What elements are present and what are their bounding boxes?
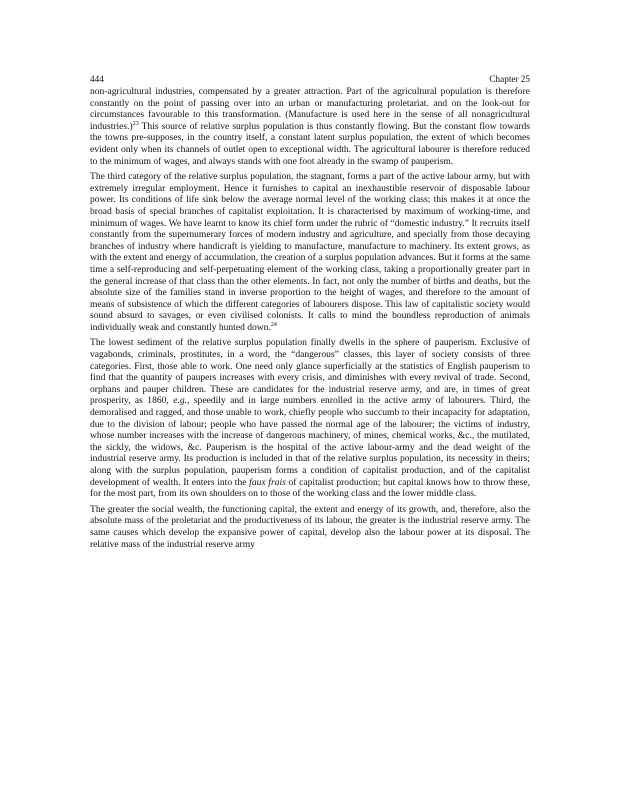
paragraph-text: This source of relative surplus population is thus constantly flowing. But the constant flow towards the towns pre-supposes, in the country itself, a constant latent surplus population, the extent of which becomes evident only when its channels of outlet open to exceptional width. The agricultural labourer is therefore reduced to the minimum of wages, and always stands with one foot already in the swamp of pauperism. (90, 120, 530, 167)
paragraph-text: The lowest sediment of the relative surplus population finally dwells in the sphere of pauperism. Exclusive of vagabonds, criminals, prostitutes, in a word, the “dangerous” classes, this layer of society consists of three categories. First, those able to work. One need only glance superficially at the statistics of English pauperism to find that the quantity of paupers increases with every crisis, and diminishes with every revival of trade. Second, orphans and pauper children. These are candidates for the industrial reserve army, and are, in times of great prosperity, as 1860, (90, 337, 530, 407)
emphasis-text: e.g. (173, 395, 188, 407)
page-number: 444 (90, 74, 104, 84)
emphasis-text: faux frais (249, 476, 286, 488)
document-page (90, 74, 530, 554)
footnote-ref: 23 (132, 120, 139, 127)
paragraph (90, 504, 530, 550)
footnote-ref: 24 (270, 321, 277, 328)
chapter-title: Chapter 25 (489, 74, 530, 84)
paragraph-text: of capitalist production; but capital knows how to throw these, for the most part, from its own shoulders on to those of the working class and the lower middle class. (90, 476, 531, 500)
body-text (90, 86, 530, 550)
paragraph (90, 171, 530, 333)
paragraph-text: The third category of the relative surplus population, the stagnant, forms a part of the active labour army, but with extremely irregular employment. Hence it furnishes to capital an inexhaustible reservoir of disposable labour power. Its conditions of life sink below the average normal level of the working class; this makes it at once the broad basis of special branches of capitalist exploitation. It is characterised by maximum of working-time, and minimum of wages. We have learnt to know its chief form under the rubric of “domestic industry.” It recruits itself constantly from the supernumerary forces of modern industry and agriculture, and specially from those decaying branches of industry where handicraft is yielding to manufacture, manufacture to machinery. Its extent grows, as with the extent and energy of accumulation, the creation of a surplus population advances. But it forms at the same time a self-reproducing and self-perpetuating element of the working class, taking a proportionally greater part in the general increase of that class than the other elements. In fact, not only the number of births and deaths, but the absolute size of the families stand in inverse proportion to the height of wages, and therefore to the amount of means of subsistence of which the different categories of labourers dispose. This law of capitalistic society would sound absurd to savages, or even civilised colonists. It calls to mind the boundless reproduction of animals individually weak and constantly hunted down. (90, 171, 530, 333)
paragraph (90, 86, 530, 167)
paragraph-text: , speedily and in large numbers enrolled in the active army of labourers. Third, the demoralised and ragged, and those unable to work, chiefly people who succumb to their incapacity for adaptation, due to the division of labour; people who have passed the normal age of the labourer; the victims of industry, whose number increases with the increase of dangerous machinery, of mines, chemical works, &c., the mutilated, the sickly, the widows, &c. Pauperism is the hospital of the active labour-army and the dead weight of the industrial reserve army. Its production is included in that of the relative surplus population, its necessity in theirs; along with the surplus population, pauperism forms a condition of capitalist production, and of the capitalist development of wealth. It enters into the (90, 395, 530, 488)
page-header (90, 74, 530, 85)
paragraph (90, 337, 530, 499)
paragraph-text: The greater the social wealth, the functioning capital, the extent and energy of its growth, and, therefore, also the absolute mass of the proletariat and the productiveness of its labour, the greater is the industrial reserve army. The same causes which develop the expansive power of capital, develop also the labour power at its disposal. The relative mass of the industrial reserve army (90, 503, 530, 550)
paragraph-text: non-agricultural industries, compensated by a greater attraction. Part of the agricultural population is therefore constantly on the point of passing over into an urban or manufacturing proletariat. and on the look-out for circumstances favourable to this transformation. (Manufacture is used here in the sense of all nonagricultural industries.) (90, 86, 530, 132)
